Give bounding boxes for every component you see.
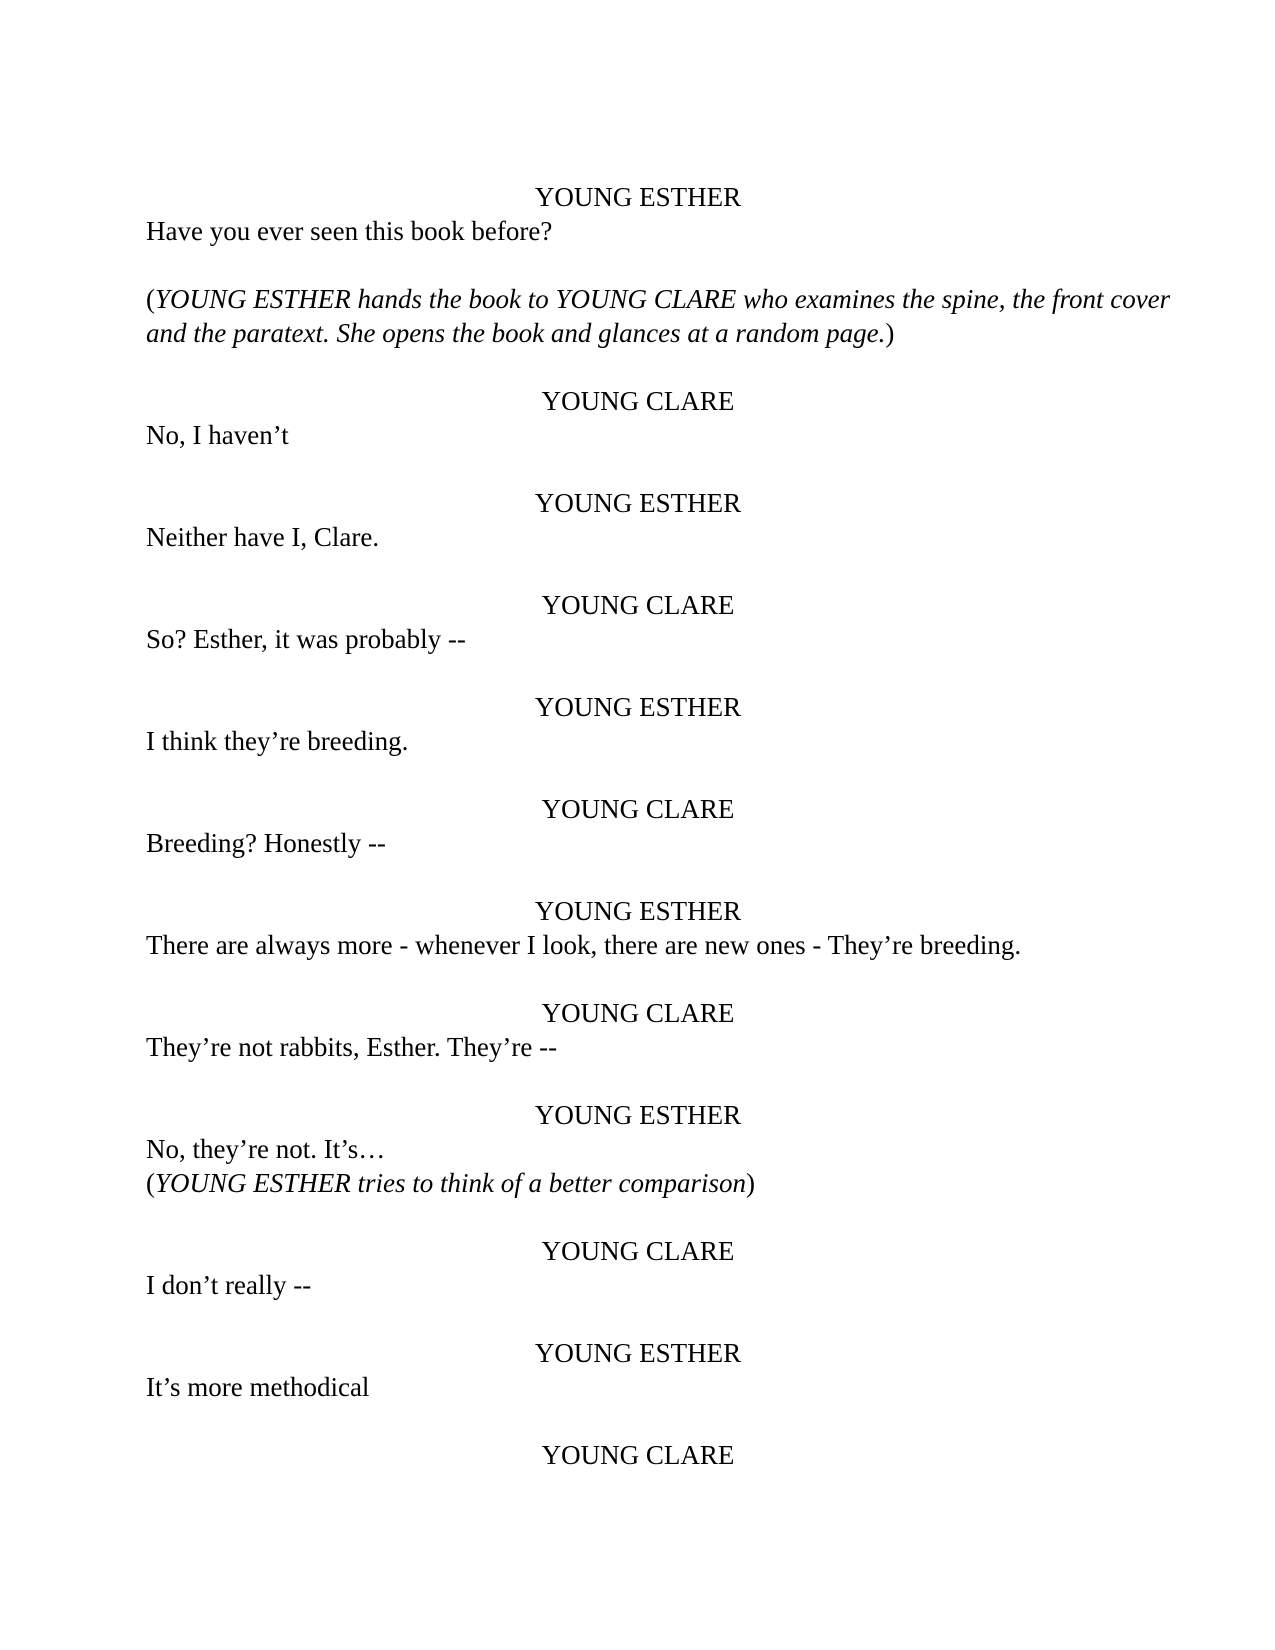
dialogue-line: I don’t really -- (146, 1270, 312, 1300)
stage-direction-block (146, 282, 1171, 350)
stage-direction-text: YOUNG ESTHER tries to think of a better comparison (155, 1168, 746, 1198)
dialogue-block (146, 792, 1130, 860)
paren-close: ) (885, 318, 895, 348)
character-name: YOUNG ESTHER (534, 182, 742, 212)
character-name: YOUNG ESTHER (534, 488, 742, 518)
dialogue-block (146, 384, 1130, 452)
inline-stage-direction (146, 1166, 1130, 1200)
dialogue-line: Breeding? Honestly -- (146, 828, 386, 858)
dialogue-block (146, 894, 1130, 962)
dialogue-line: Have you ever seen this book before? (146, 216, 553, 246)
character-name: YOUNG CLARE (541, 1236, 735, 1266)
dialogue-line: There are always more - whenever I look, there are new ones - They’re breeding. (146, 930, 1022, 960)
dialogue-block (146, 1234, 1130, 1302)
dialogue-block (146, 588, 1130, 656)
dialogue-block (146, 690, 1130, 758)
dialogue-block (146, 1336, 1130, 1404)
dialogue-block (146, 1098, 1130, 1200)
character-name: YOUNG CLARE (541, 590, 735, 620)
character-name: YOUNG ESTHER (534, 1100, 742, 1130)
character-name: YOUNG CLARE (541, 998, 735, 1028)
character-name: YOUNG CLARE (541, 794, 735, 824)
dialogue-line: I think they’re breeding. (146, 726, 409, 756)
dialogue-line: Neither have I, Clare. (146, 522, 380, 552)
dialogue-line: No, they’re not. It’s… (146, 1134, 386, 1164)
dialogue-block (146, 1438, 1130, 1472)
character-name: YOUNG CLARE (541, 1440, 735, 1470)
character-name: YOUNG ESTHER (534, 896, 742, 926)
dialogue-line: So? Esther, it was probably -- (146, 624, 466, 654)
dialogue-line: No, I haven’t (146, 420, 289, 450)
stage-direction (146, 282, 1171, 350)
character-name: YOUNG ESTHER (534, 692, 742, 722)
paren-open: ( (146, 1168, 155, 1198)
dialogue-line: They’re not rabbits, Esther. They’re -- (146, 1032, 558, 1062)
dialogue-block (146, 486, 1130, 554)
dialogue-line: It’s more methodical (146, 1372, 370, 1402)
character-name: YOUNG CLARE (541, 386, 735, 416)
stage-direction-text-line2: and the paratext. She opens the book and glances at a random page. (146, 318, 886, 348)
paren-open: ( (146, 284, 155, 314)
dialogue-block (146, 180, 1130, 248)
dialogue-block (146, 996, 1130, 1064)
stage-direction-text-line1: YOUNG ESTHER hands the book to YOUNG CLARE who examines the spine, the front cover (155, 284, 1171, 314)
paren-close: ) (745, 1168, 755, 1198)
character-name: YOUNG ESTHER (534, 1338, 742, 1368)
